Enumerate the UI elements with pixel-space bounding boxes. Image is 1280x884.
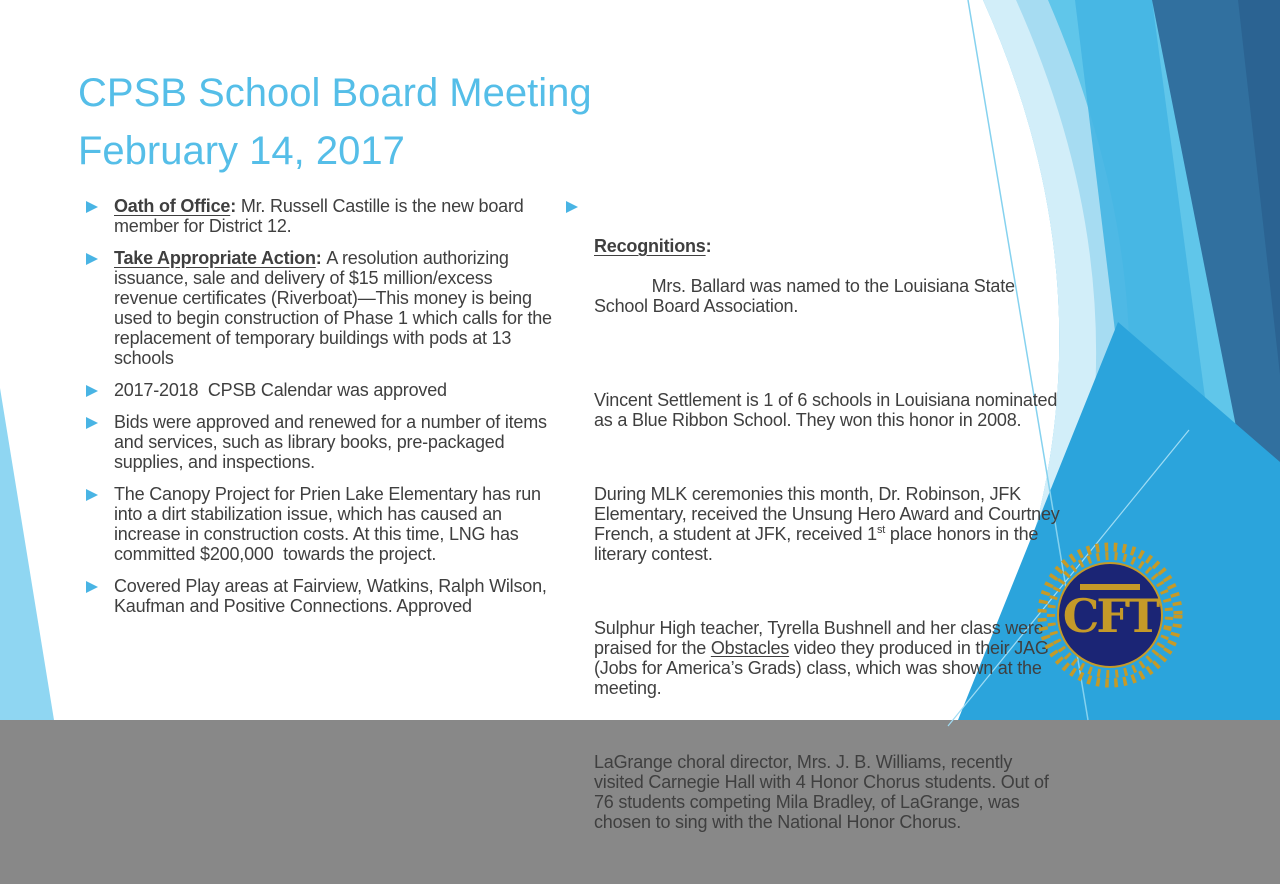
underlined-video-title: Obstacles [710, 638, 790, 658]
bullet-lead: Oath of Office [114, 196, 231, 216]
bullet-arrow-icon [86, 412, 114, 472]
right-column [566, 196, 1066, 884]
bullet-text: 2017-2018 CPSB Calendar was approved [114, 380, 447, 400]
left-column [86, 196, 557, 628]
list-item [86, 196, 552, 236]
bullet-arrow-icon [86, 196, 114, 236]
recognitions-paragraph-4: Sulphur High teacher, Tyrella Bushnell and her class were praised for the Obstacles video they produced in their JAG (Jobs for America’s Grads) class, which was shown at the meeting. [594, 618, 1054, 698]
recognitions-paragraph-2: Vincent Settlement is 1 of 6 schools in Louisiana nominated as a Blue Ribbon School. They won this honor in 2008. [594, 390, 1062, 430]
page-title [78, 64, 898, 180]
bullet-arrow-icon [86, 248, 114, 368]
bullet-text: The Canopy Project for Prien Lake Elementary has run into a dirt stabilization issue, which has caused an increase in construction costs. At this time, LNG has committed $200,000 towards the project. [114, 484, 546, 564]
bullet-text: Covered Play areas at Fairview, Watkins, Ralph Wilson, Kaufman and Positive Connections. Approved [114, 576, 552, 616]
bullet-text [594, 196, 1066, 872]
recognitions-paragraph-1: Recognitions: Mrs. Ballard was named to the Louisiana State School Board Association. [594, 236, 1020, 316]
bullet-arrow-icon [86, 576, 114, 616]
bullet-lead: Recognitions [594, 236, 706, 256]
bullet-text: Take Appropriate Action: A resolution authorizing issuance, sale and delivery of $15 million/excess revenue certificates (Riverboat)—This money is being used to begin construction of Phase 1 which calls for the replacement of temporary buildings with pods at 13 schools [114, 248, 557, 368]
list-item [86, 412, 552, 472]
recognitions-paragraph-3: During MLK ceremonies this month, Dr. Robinson, JFK Elementary, received the Unsung Hero Award and Courtney French, a student at JFK, received 1st place honors in the literary contest. [594, 484, 1065, 564]
bullet-arrow-icon [86, 380, 114, 400]
list-item [86, 380, 552, 400]
bullet-arrow-icon [86, 484, 114, 564]
bullet-lead: Take Appropriate Action [114, 248, 316, 268]
list-item [86, 576, 552, 616]
cft-logo [1032, 537, 1188, 693]
bullet-text: Oath of Office: Mr. Russell Castille is the new board member for District 12. [114, 196, 529, 236]
list-item [86, 484, 552, 564]
logo-monogram-text: CFT [1062, 589, 1158, 643]
bullet-text: Bids were approved and renewed for a number of items and services, such as library books, pre-packaged supplies, and inspections. [114, 412, 552, 472]
ordinal-superscript: st [876, 524, 886, 536]
list-item [86, 248, 557, 368]
title-line-2: February 14, 2017 [78, 129, 405, 173]
list-item [566, 196, 1066, 872]
bullet-arrow-icon [566, 196, 594, 872]
recognitions-paragraph-5: LaGrange choral director, Mrs. J. B. Williams, recently visited Carnegie Hall with 4 Honor Chorus students. Out of 76 students competing Mila Bradley, of LaGrange, was chosen to sing with the National Honor Chorus. [594, 752, 1054, 832]
title-line-1: CPSB School Board Meeting [78, 71, 592, 115]
